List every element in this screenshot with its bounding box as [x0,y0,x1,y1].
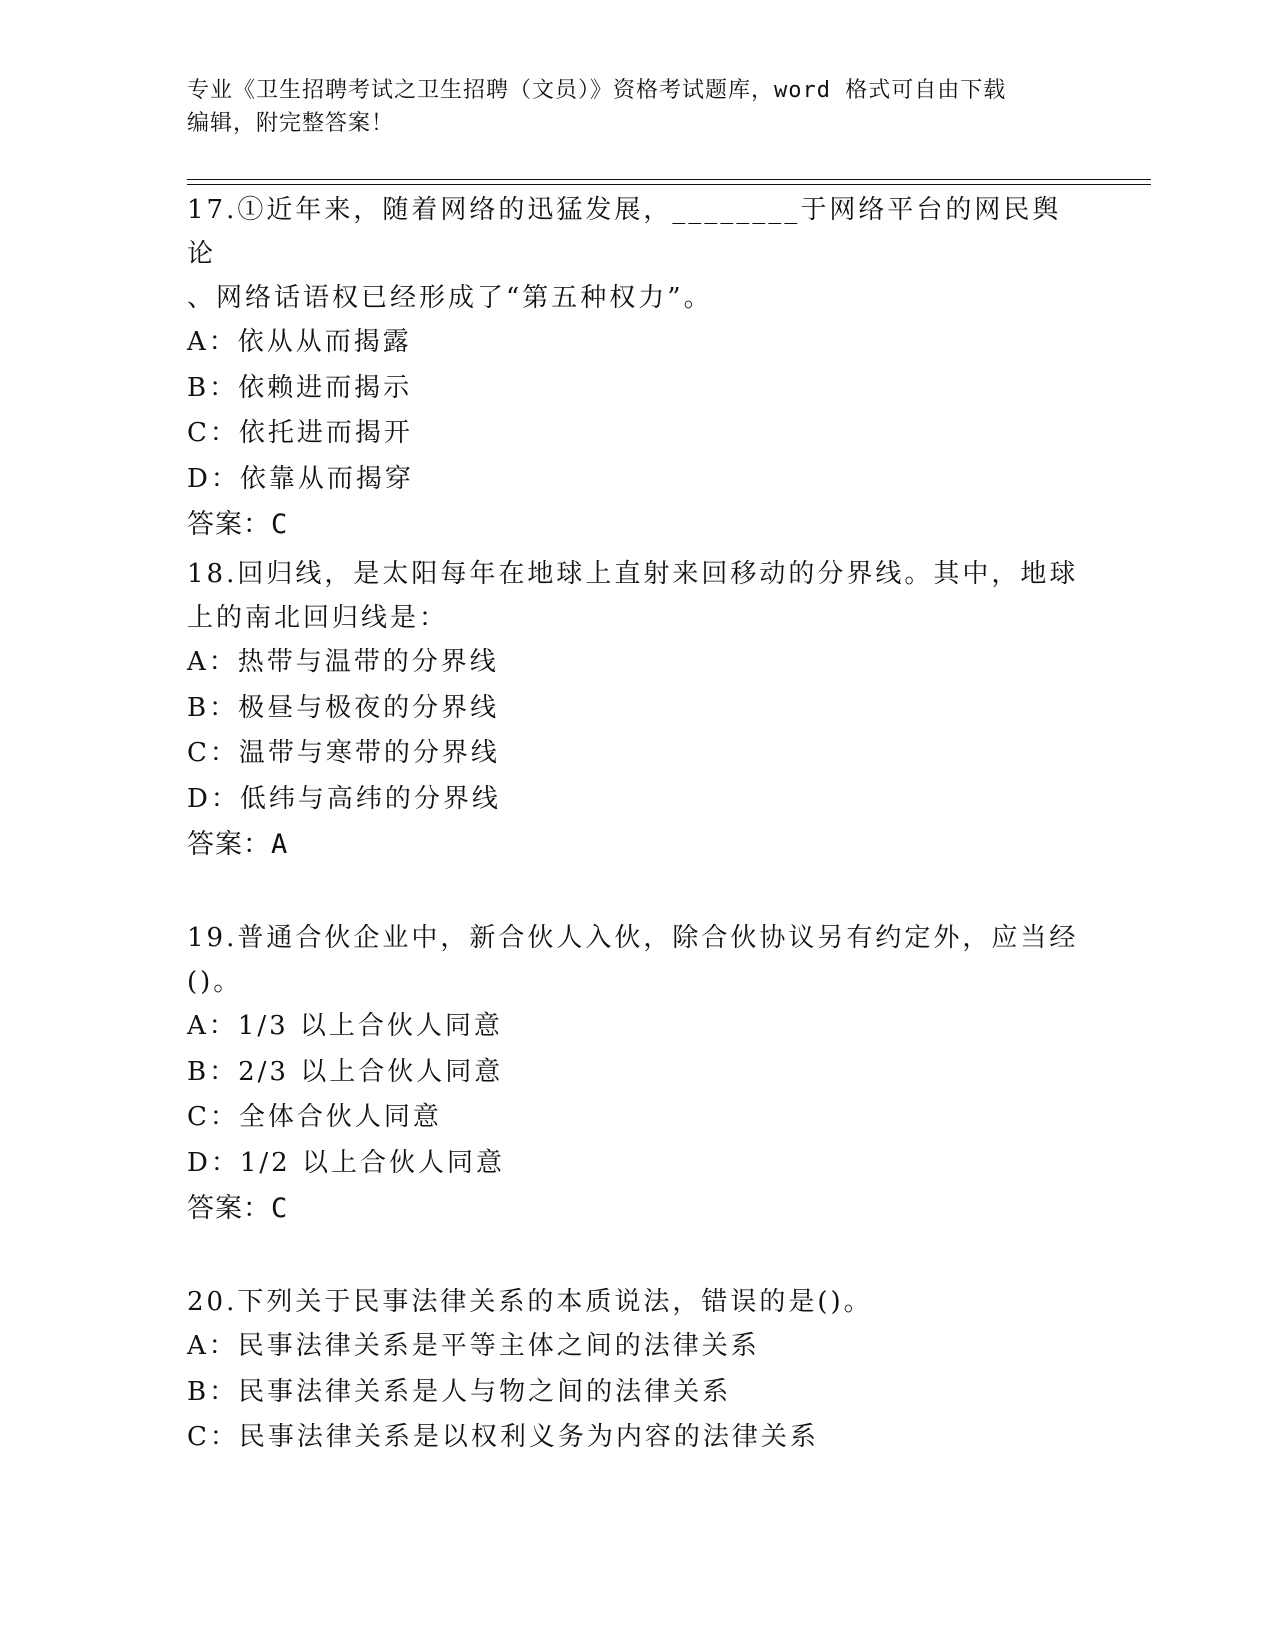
option-c: C：温带与寒带的分界线 [187,738,500,768]
answer-label: 答案： [187,509,271,540]
option-b: B：极昼与极夜的分界线 [187,692,500,723]
option-d: D：1/2 以上合伙人同意 [187,1147,505,1178]
question-19 [187,916,1087,1232]
question-stem-line-1: 17.①近年来，随着网络的迅猛发展，________于网络平台的网民舆论 [187,195,1062,269]
question-stem-line-1: 18.回归线，是太阳每年在地球上直射来回移动的分界线。其中，地球 [187,559,1079,589]
option-b: B：民事法律关系是人与物之间的法律关系 [187,1376,732,1407]
header-line-1: 专业《卫生招聘考试之卫生招聘（文员）》资格考试题库，word 格式可自由下载 [187,78,1007,103]
answer-value: C [271,1193,289,1224]
question-stem-line-2: 上的南北回归线是： [187,603,449,633]
option-b: B：依赖进而揭示 [187,372,413,403]
answer-value: A [271,829,289,860]
document-header [187,74,1067,140]
answer-value: C [271,509,289,540]
option-c: C：全体合伙人同意 [187,1102,442,1132]
question-17 [187,188,1087,548]
question-stem-line-2: 、网络话语权已经形成了“第五种权力”。 [187,283,713,313]
option-a: A：热带与温带的分界线 [187,647,499,677]
option-a: A：民事法律关系是平等主体之间的法律关系 [187,1331,760,1361]
header-divider-top [187,179,1151,180]
answer-line [187,502,1087,548]
answer-label: 答案： [187,1193,271,1224]
question-stem-line-1: 20.下列关于民事法律关系的本质说法，错误的是()。 [187,1287,873,1317]
answer-label: 答案： [187,829,271,860]
answer-line [187,822,1087,868]
question-stem-line-2: ()。 [187,967,243,997]
option-a: A：依从从而揭露 [187,327,412,357]
option-c: C：民事法律关系是以权利义务为内容的法律关系 [187,1422,819,1452]
option-b: B：2/3 以上合伙人同意 [187,1056,504,1087]
header-line-2: 编辑，附完整答案！ [187,111,395,136]
option-d: D：低纬与高纬的分界线 [187,783,501,814]
answer-line [187,1186,1087,1232]
question-18 [187,552,1087,868]
header-divider-bottom [187,184,1151,185]
question-stem-line-1: 19.普通合伙企业中，新合伙人入伙，除合伙协议另有约定外，应当经 [187,923,1079,953]
option-c: C：依托进而揭开 [187,418,413,448]
option-d: D：依靠从而揭穿 [187,463,414,494]
option-a: A：1/3 以上合伙人同意 [187,1011,503,1041]
question-20 [187,1280,1087,1461]
